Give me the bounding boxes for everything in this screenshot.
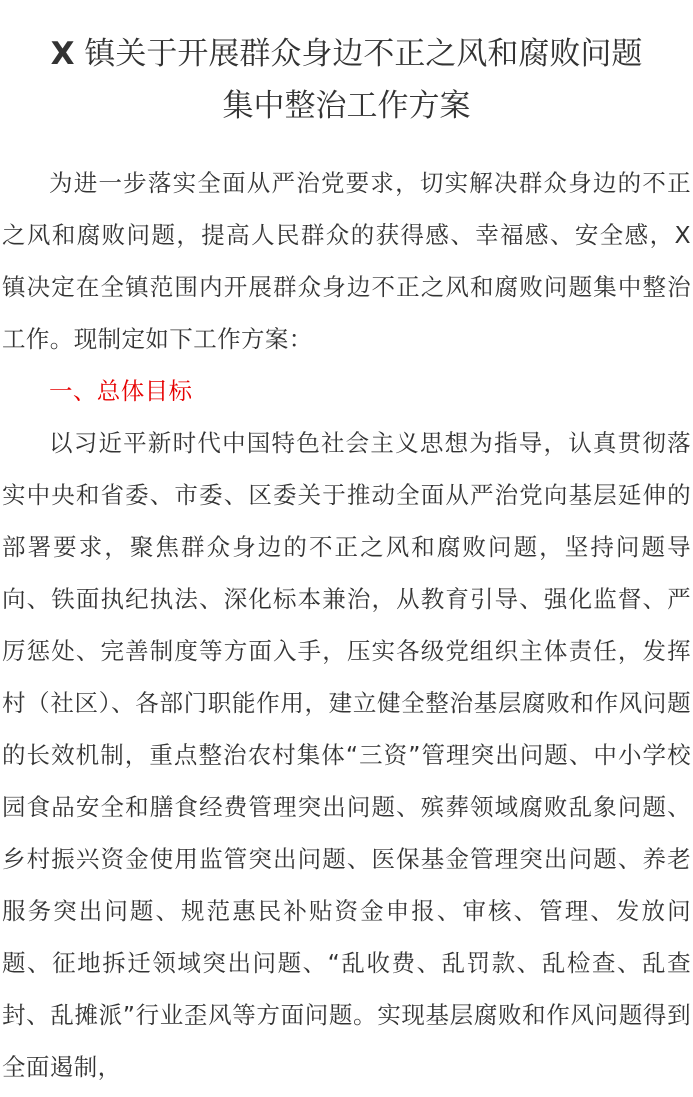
section-heading-overall-goal: 一、总体目标 [49,377,193,405]
section1-paragraph: 以习近平新时代中国特色社会主义思想为指导，认真贯彻落实中央和省委、市委、区委关于推动全面从严治党向基层延伸的部署要求，聚焦群众身边的不正之风和腐败问题，坚持问题导向、铁面执纪执法、深化标本兼治，从教育引导、强化监督、严厉惩处、完善制度等方面入手，压实各级党组织主体责任，发挥村（社区）、各部门职能作用，建立健全整治基层腐败和作风问题的长效机制，重点整治农村集体“三资”管理突出问题、中小学校园食品安全和膳食经费管理突出问题、殡葬领域腐败乱象问题、乡村振兴资金使用监管突出问题、医保基金管理突出问题、养老服务突出问题、规范惠民补贴资金申报、审核、管理、发放问题、征地拆迁领域突出问题、“乱收费、乱罚款、乱检查、乱查封、乱摊派”行业歪风等方面问题。实现基层腐败和作风问题得到全面遏制， [2,429,691,1081]
title-line-2: 集中整治工作方案 [222,88,471,124]
title-prefix: X [50,36,75,72]
title-line-1-text: 镇关于开展群众身边不正之风和腐败问题 [74,36,643,72]
document-body [2,157,691,1093]
document-title [0,28,693,132]
intro-paragraph: 为进一步落实全面从严治党要求，切实解决群众身边的不正之风和腐败问题，提高人民群众的获得感、幸福感、安全感，X 镇决定在全镇范围内开展群众身边不正之风和腐败问题集中整治工作。现制定如下工作方案： [2,169,691,353]
title-line-1 [51,36,643,72]
